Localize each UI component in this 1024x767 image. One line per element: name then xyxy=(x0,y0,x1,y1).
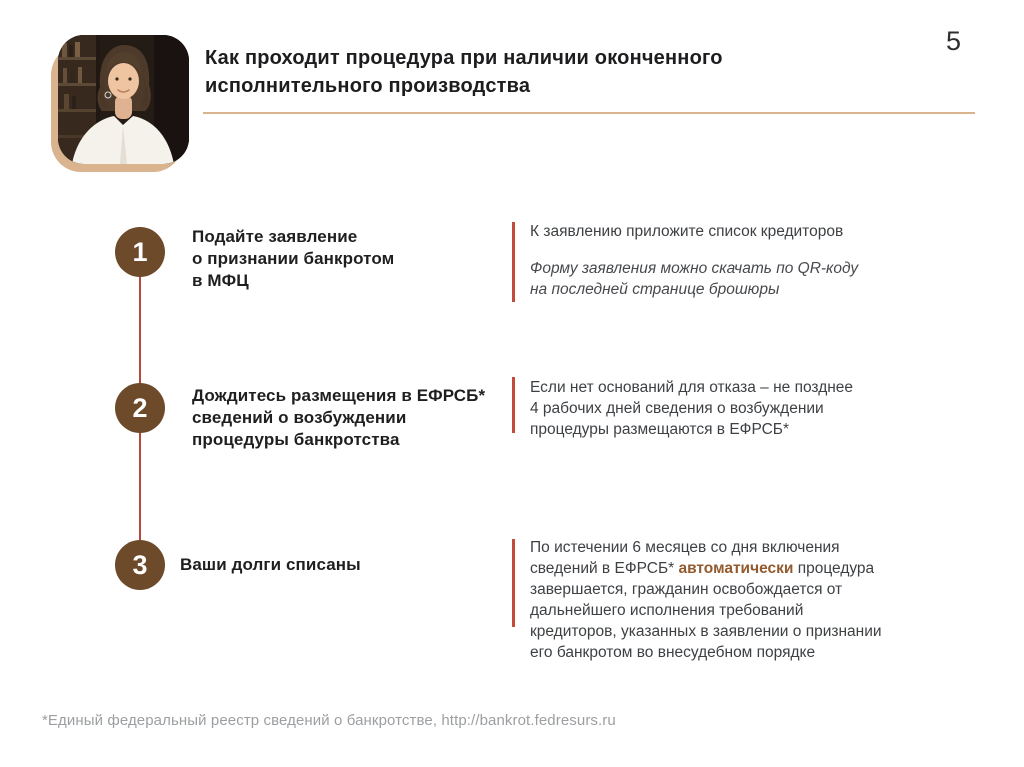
step-3-badge xyxy=(115,540,165,590)
title-divider xyxy=(203,112,975,114)
woman-portrait-illustration xyxy=(58,35,189,164)
step-label-line: процедуры банкротства xyxy=(192,430,400,449)
note-line: процедуры размещаются в ЕФРСБ* xyxy=(530,421,790,438)
step-label-line: Ваши долги списаны xyxy=(180,555,361,574)
note-line: К заявлению приложите список кредиторов xyxy=(530,223,844,240)
note-line: кредиторов, указанных в заявлении о признании xyxy=(530,623,882,640)
avatar xyxy=(58,35,189,164)
footnote: *Единый федеральный реестр сведений о банкротстве, http://bankrot.fedresurs.ru xyxy=(42,712,616,729)
note-text: сведений в ЕФРСБ* xyxy=(530,560,679,577)
note-line: его банкротом во внесудебном порядке xyxy=(530,644,816,661)
note-line: завершается, гражданин освобождается от xyxy=(530,581,843,598)
note-accent-bar-3 xyxy=(512,539,515,627)
step-3-note xyxy=(530,537,882,663)
step-2-badge xyxy=(115,383,165,433)
note-line: Форму заявления можно скачать по QR-коду xyxy=(530,260,859,277)
note-line: Если нет оснований для отказа – не позднее xyxy=(530,379,854,396)
note-line: на последней странице брошюры xyxy=(530,281,780,298)
page-number: 5 xyxy=(946,26,962,56)
note-line: дальнейшего исполнения требований xyxy=(530,602,804,619)
note-accent-bar-2 xyxy=(512,377,515,433)
step-number: 3 xyxy=(132,549,148,580)
note-accent-bar-1 xyxy=(512,222,515,302)
step-2-label xyxy=(192,385,485,451)
note-line: По истечении 6 месяцев со дня включения xyxy=(530,539,840,556)
step-1-badge xyxy=(115,227,165,277)
step-3-label xyxy=(180,554,361,576)
note-line xyxy=(530,558,882,579)
note-text: процедура xyxy=(793,560,875,577)
step-number: 1 xyxy=(132,236,148,267)
page-title xyxy=(205,44,723,100)
step-number: 2 xyxy=(132,392,148,423)
note-italic-block xyxy=(530,258,858,300)
step-1-label xyxy=(192,226,394,292)
step-label-line: Дождитесь размещения в ЕФРСБ* xyxy=(192,386,486,405)
page-title-line: Как проходит процедура при наличии оконченного xyxy=(205,47,723,69)
step-label-line: Подайте заявление xyxy=(192,227,358,246)
step-2-note xyxy=(530,377,853,440)
note-line: 4 рабочих дней сведения о возбуждении xyxy=(530,400,824,417)
step-label-line: сведений о возбуждении xyxy=(192,408,407,427)
page-title-line: исполнительного производства xyxy=(205,75,531,97)
step-label-line: о признании банкротом xyxy=(192,249,395,268)
highlighted-word: автоматически xyxy=(678,560,794,577)
step-1-note xyxy=(530,221,858,300)
step-label-line: в МФЦ xyxy=(192,271,249,290)
